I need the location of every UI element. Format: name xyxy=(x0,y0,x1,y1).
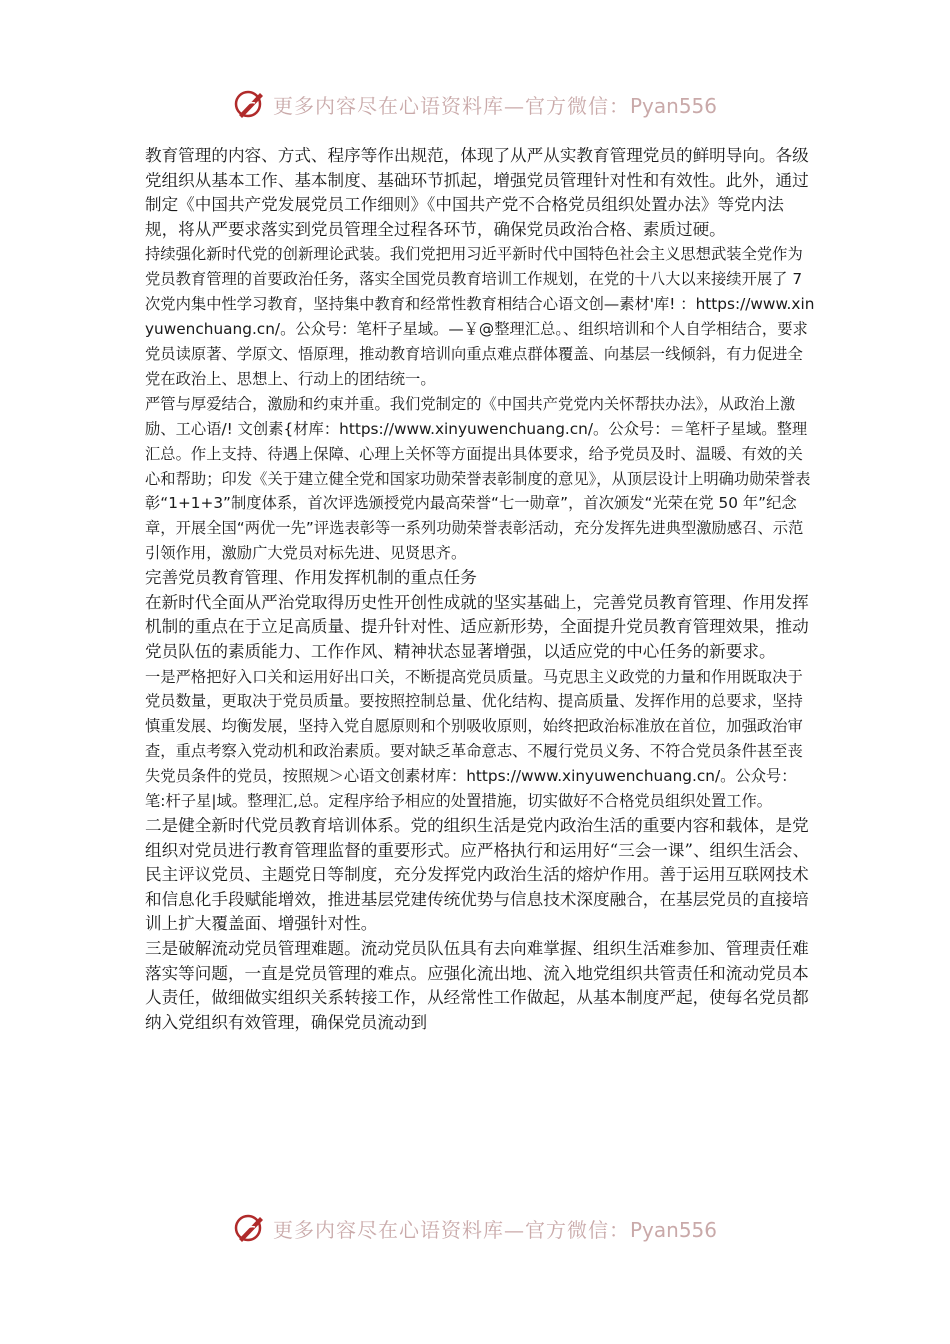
header-watermark-banner xyxy=(0,82,950,126)
paragraph-task-one: 一是严格把好入口关和运用好出口关，不断提高党员质量。马克思主义政党的力量和作用既取决于党员数量，更取决于党员质量。要按照控制总量、优化结构、提高质量、发挥作用的总要求，坚持慎重发展、均衡发展，坚持入党自愿原则和个别吸收原则，始终把政治标准放在首位，加强政治审查，重点考察入党动机和政治素质。要对缺乏革命意志、不履行党员义务、不符合党员条件甚至丧失党员条件的党员，按照规＞心语文创素材库：https://www.xinyuwenchuang.cn/。公众号：笔:杆子星|域。整理汇,总。定程序给予相应的处置措施，切实做好不合格党员组织处置工作。 xyxy=(145,667,803,811)
paragraph-care-and-discipline: 严管与厚爱结合，激励和约束并重。我们党制定的《中国共产党党内关怀帮扶办法》，从政治上激励、工心语/! 文创素{材库：https://www.xinyuwenchuang.cn/。公众号：＝笔杆子星域。整理汇总。作上支持、待遇上保障、心理上关怀等方面提出具体要求，给予党员及时、温暖、有效的关心和帮助；印发《关于建立健全党和国家功勋荣誉表彰制度的意见》，从顶层设计上明确功勋荣誉表彰“1+1+3”制度体系，首次评选颁授党内最高荣誉“七一勋章”，首次颁发“光荣在党 50 年”纪念章，开展全国“两优一先”评选表彰等一系列功勋荣誉表彰活动，充分发挥先进典型激励感召、示范引领作用，激励广大党员对标先进、见贤思齐。 xyxy=(145,394,811,563)
paragraph-theory-armament: 持续强化新时代党的创新理论武装。我们党把用习近平新时代中国特色社会主义思想武装全党作为党员教育管理的首要政治任务，落实全国党员教育培训工作规划，在党的十八大以来接续开展了 7 次党内集中性学习教育，坚持集中教育和经常性教育相结合心语文创—素材'库! ：https://www.xinyuwenchuang.cn/。公众号：笔杆子星域。—￥@整理汇总。、组织培训和个人自学相结合，要求党员读原著、学原文、悟原理，推动教育培训向重点难点群体覆盖、向基层一线倾斜，有力促进全党在政治上、思想上、行动上的团结统一。 xyxy=(145,245,815,388)
paragraph-intro: 教育管理的内容、方式、程序等作出规范，体现了从严从实教育管理党员的鲜明导向。各级党组织从基本工作、基本制度、基础环节抓起，增强党员管理针对性和有效性。此外，通过制定《中国共产党发展党员工作细则》《中国共产党不合格党员组织处置办法》等党内法规，将从严要求落实到党员管理全过程各环节，确保党员政治合格、素质过硬。 xyxy=(145,146,809,239)
header-wechat-handle: Pyan556 xyxy=(629,93,717,118)
footer-watermark-text: 更多内容尽在心语资料库—官方微信：Pyan556 xyxy=(272,1217,717,1242)
paragraph-task-three: 三是破解流动党员管理难题。流动党员队伍具有去向难掌握、组织生活难参加、管理责任难落实等问题，一直是党员管理的难点。应强化流出地、流入地党组织共管责任和流动党员本人责任，做细做实组织关系转接工作，从经常性工作做起，从基本制度严起，使每名党员都纳入党组织有效管理，确保党员流动到 xyxy=(145,938,809,1032)
footer-wechat-handle: Pyan556 xyxy=(629,1217,717,1242)
paragraph-section-intro: 在新时代全面从严治党取得历史性开创性成就的坚实基础上，完善党员教育管理、作用发挥机制的重点在于立足高质量、提升针对性、适应新形势，全面提升党员教育管理效果，推动党员队伍的素质能力、工作作风、精神状态显著增强，以适应党的中心任务的新要求。 xyxy=(145,592,809,661)
document-body xyxy=(145,144,815,1035)
pen-logo-icon xyxy=(233,1211,267,1245)
footer-watermark-banner xyxy=(0,1206,950,1250)
header-watermark-text: 更多内容尽在心语资料库—官方微信：Pyan556 xyxy=(272,93,717,118)
pen-logo-icon xyxy=(233,87,267,121)
section-heading: 完善党员教育管理、作用发挥机制的重点任务 xyxy=(145,568,477,588)
paragraph-task-two: 二是健全新时代党员教育培训体系。党的组织生活是党内政治生活的重要内容和载体，是党组织对党员进行教育管理监督的重要形式。应严格执行和运用好“三会一课”、组织生活会、民主评议党员、主题党日等制度，充分发挥党内政治生活的熔炉作用。善于运用互联网技术和信息化手段赋能增效，推进基层党建传统优势与信息技术深度融合，在基层党员的直接培训上扩大覆盖面、增强针对性。 xyxy=(145,815,810,934)
